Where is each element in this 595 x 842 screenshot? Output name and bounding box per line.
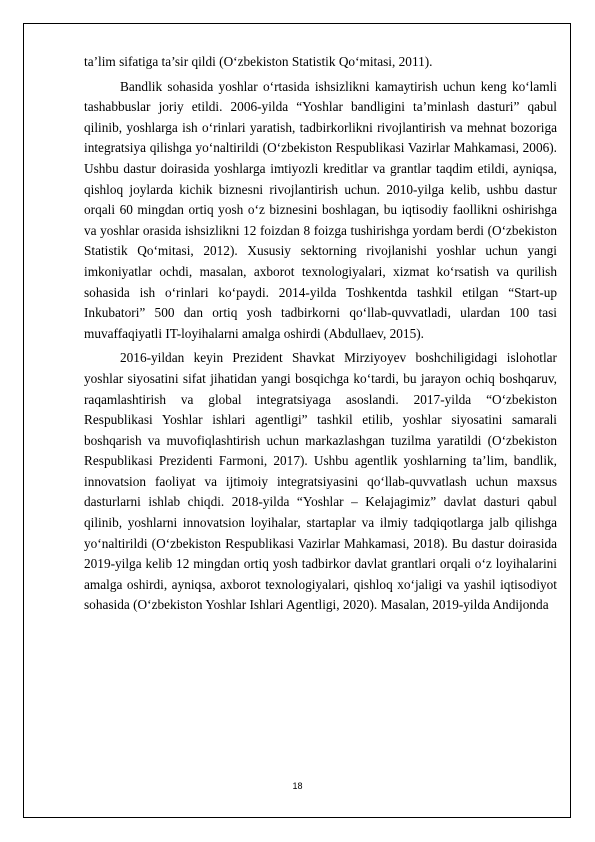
paragraph-continuation: ta’lim sifatiga ta’sir qildi (O‘zbekiston Statistik Qo‘mitasi, 2011).: [84, 54, 433, 69]
paragraph-employment: Bandlik sohasida yoshlar o‘rtasida ishsizlikni kamaytirish uchun keng ko‘lamli tashabbuslar joriy etildi. 2006-yilda “Yoshlar bandligini ta’minlash dasturi” qabul qilinib, yoshlarga ish o‘rinlari yaratish, tadbirkorlikni rivojlantirish va mehnat bozoriga integratsiya qilishga yo‘naltirildi (O‘zbekiston Respublikasi Vazirlar Mahkamasi, 2006). Ushbu dastur doirasida yoshlarga imtiyozli kreditlar va grantlar taqdim etildi, ayniqsa, qishloq joylarda kichik biznesni rivojlantirish uchun. 2010-yilga kelib, ushbu dastur orqali 60 mingdan ortiq yosh o‘z biznesini boshlagan, bu iqtisodiy faollikni oshirishga va yoshlar orasida ishsizlikni 12 foizdan 8 foizga tushirishga yordam berdi (O‘zbekiston Statistik Qo‘mitasi, 2012). Xususiy sektorning rivojlanishi yoshlar uchun yangi imkoniyatlar ochdi, masalan, axborot texnologiyalari, xizmat ko‘rsatish va qurilish sohasida ish o‘rinlari ko‘paydi. 2014-yilda Toshkentda tashkil etilgan “Start-up Inkubatori” 500 dan ortiq yosh tadbirkorni qo‘llab-quvvatladi, ulardan 100 tasi muvaffaqiyatli IT-loyihalarni amalga oshirdi (Abdullaev, 2015).: [84, 78, 557, 341]
paragraph-reforms: 2016-yildan keyin Prezident Shavkat Mirziyoyev boshchiligidagi islohotlar yoshlar siyosatini sifat jihatidan yangi bosqichga ko‘tardi, bu jarayon ochiq boshqaruv, raqamlashtirish va global integratsiyaga asoslandi. 2017-yilda “O‘zbekiston Respublikasi Yoshlar ishlari agentligi” tashkil etilib, yoshlar siyosatini samarali boshqarish va muvofiqlashtirish uchun markazlashgan tuzilma yaratildi (O‘zbekiston Respublikasi Prezidenti Farmoni, 2017). Ushbu agentlik yoshlarning ta’lim, bandlik, innovatsion faoliyat va ijtimoiy integratsiyasini qo‘llab-quvvatlash uchun maxsus dasturlarni ishlab chiqdi. 2018-yilda “Yoshlar – Kelajagimiz” davlat dasturi qabul qilinib, yoshlarni innovatsion loyihalar, startaplar va ilmiy tadqiqotlarga jalb qilishga yo‘naltirildi (O‘zbekiston Respublikasi Vazirlar Mahkamasi, 2018). Bu dastur doirasida 2019-yilga kelib 12 mingdan ortiq yosh tadbirkor davlat grantlari orqali o‘z loyihalarini amalga oshirdi, ayniqsa, axborot texnologiyalari, qishloq xo‘jaligi va yashil iqtisodiyot sohasida (O‘zbekiston Yoshlar Ishlari Agentligi, 2020). Masalan, 2019-yilda Andijonda: [84, 350, 557, 613]
document-body: [84, 52, 557, 620]
page-number: 18: [292, 781, 303, 791]
